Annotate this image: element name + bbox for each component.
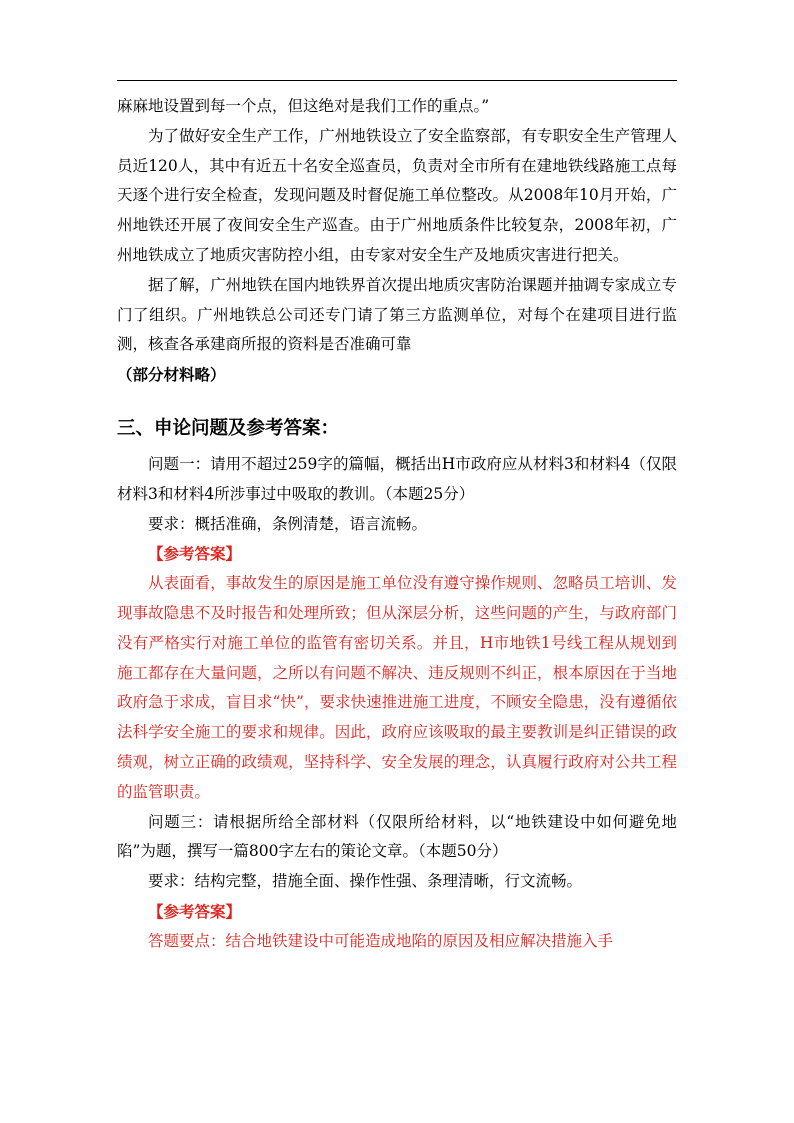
- question-three-requirement: 要求：结构完整，措施全面、操作性强、条理清晰，行文流畅。: [148, 872, 583, 891]
- answer-three: 答题要点：结合地铁建设中可能造成地陷的原因及相应解决措施入手: [148, 931, 614, 950]
- omitted-material-note: （部分材料略）: [117, 365, 226, 385]
- question-one: 问题一：请用不超过259字的篇幅，概括出H市政府应从材料3和材料4（仅限材料3和材料4所涉事过中吸取的教训。（本题25分）: [117, 454, 677, 503]
- question-three: 问题三：请根据所给全部材料（仅限所给材料，以“地铁建设中如何避免地陷”为题，撰写一篇800字左右的策论文章。（本题50分）: [117, 812, 677, 861]
- document-body: [117, 92, 677, 957]
- paragraph: 麻麻地设置到每一个点，但这绝对是我们工作的重点。”: [117, 97, 490, 115]
- paragraph: 为了做好安全生产工作，广州地铁设立了安全监察部，有专职安全生产管理人员近120人，其中有近五十名安全巡查员，负责对全市所有在建地铁线路施工点每天逐个进行安全检查，发现问题及时督促施工单位整改。从2008年10月开始，广州地铁还开展了夜间安全生产巡查。由于广州地质条件比较复杂，2008年初，广州地铁成立了地质灾害防控小组，由专家对安全生产及地质灾害进行把关。: [117, 126, 677, 264]
- section-title: 三、申论问题及参考答案：: [117, 417, 340, 439]
- header-rule: [117, 80, 677, 81]
- paragraph: 据了解，广州地铁在国内地铁界首次提出地质灾害防治课题并抽调专家成立专门了组织。广州地铁总公司还专门请了第三方监测单位，对每个在建项目进行监测，核查各承建商所报的资料是否准确可靠: [117, 275, 677, 354]
- reference-answer-tag: 【参考答案】: [148, 544, 242, 564]
- answer-one: 从表面看，事故发生的原因是施工单位没有遵守操作规则、忽略员工培训、发现事故隐患不及时报告和处理所致；但从深层分析，这些问题的产生，与政府部门没有严格实行对施工单位的监管有密切关系。并且，H市地铁1号线工程从规划到施工都存在大量问题，之所以有问题不解决、违反规则不纠正，根本原因在于当地政府急于求成，盲目求“快”，要求快速推进施工进度，不顾安全隐患，没有遵循依法科学安全施工的要求和规律。因此，政府应该吸取的最主要教训是纠正错误的政绩观，树立正确的政绩观，坚持科学、安全发展的理念，认真履行政府对公共工程的监管职责。: [117, 574, 677, 801]
- reference-answer-tag: 【参考答案】: [148, 901, 242, 921]
- question-one-requirement: 要求：概括准确，条例清楚，语言流畅。: [148, 514, 428, 533]
